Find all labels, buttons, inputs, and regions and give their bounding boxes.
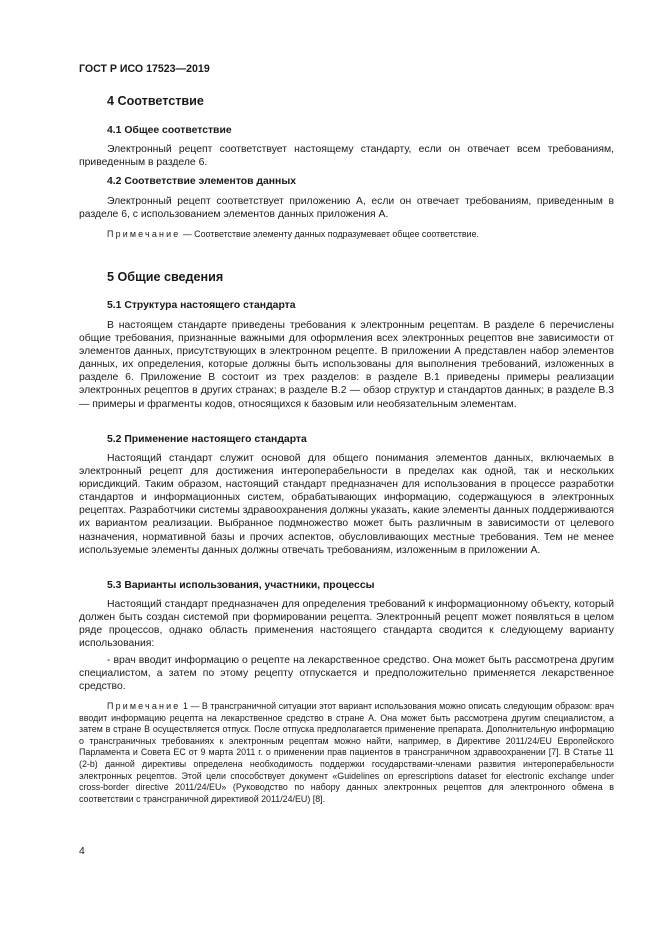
- section-5-2-heading: 5.2 Применение настоящего стандарта: [107, 434, 307, 445]
- section-4-2-heading: 4.2 Соответствие элементов данных: [107, 176, 296, 187]
- note-text: — Соответствие элементу данных подразумевает общее соответствие.: [180, 229, 479, 239]
- page-number: 4: [79, 846, 85, 857]
- section-5-1-heading: 5.1 Структура настоящего стандарта: [107, 300, 296, 311]
- note-label: Примечание: [107, 229, 181, 239]
- section-4-2-paragraph: Электронный рецепт соответствует приложению А, если он отвечает требованиям, приведенным в разделе 6, с использованием элементов данных приложения А.: [79, 196, 614, 221]
- section-4-2-note: [79, 229, 614, 241]
- section-5-2-paragraph: Настоящий стандарт служит основой для общего понимания элементов данных, включаемых в электронный рецепт для достижения интероперабельности в пределах как одной, так и нескольких юрисдикций. Таким образом, настоящий стандарт предназначен для использования в процессе разработки стандартов и информационных систем, обрабатывающих информацию, содержащуюся в электронных рецептах. Разработчики системы здравоохранения должны указать, какие элементы данных поддерживаются их вариантом реализации. Выбранное подмножество может быть различным в зависимости от целевого назначения, нормативной базы и прочих аспектов, обусловливающих местные требования. Тем не менее используемые элементы данных должны отвечать требованиям, изложенным в приложении А.: [79, 453, 614, 556]
- section-5-heading: 5 Общие сведения: [107, 270, 224, 284]
- document-code-header: ГОСТ Р ИСО 17523—2019: [79, 63, 210, 75]
- note-label: Примечание: [107, 701, 181, 711]
- section-4-1-heading: 4.1 Общее соответствие: [107, 125, 232, 136]
- section-5-3-bullet: - врач вводит информацию о рецепте на лекарственное средство. Она может быть рассмотрена другим специалистом, а затем по этому рецепту отпускается и предположительно применяется лекарственное средство.: [79, 655, 614, 693]
- section-5-1-paragraph: В настоящем стандарте приведены требования к электронным рецептам. В разделе 6 перечислены общие требования, признанные важными для оформления всех электронных рецептов вне зависимости от элементов данных, присутствующих в электронном рецепте. В приложении А представлен набор элементов данных, их определения, которые должны быть использованы для выполнения требований, изложенных в разделе 6. Приложение В состоит из трех разделов: в разделе В.1 приведены примеры реализации электронных рецептов в других странах; в разделе В.2 — обзор структур и стандартов данных; в разделе В.3 — примеры и фрагменты кодов, относящихся к базовым или необязательным элементам.: [79, 320, 614, 410]
- section-5-3-heading: 5.3 Варианты использования, участники, процессы: [107, 580, 375, 591]
- section-5-3-note: [79, 701, 614, 805]
- section-4-1-paragraph: Электронный рецепт соответствует настоящему стандарту, если он отвечает всем требованиям, приведенным в разделе 6.: [79, 144, 614, 169]
- note-text: 1 — В трансграничной ситуации этот вариант использования можно описать следующим образом: врач вводит информацию рецепта на лекарственное средство в стране А. Она может быть рассмотрена другим специалистом, а затем в стране В осуществляется отпуск. После отпуска предполагается применение препарата. Дополнительную информацию о трансграничных требованиях к электронным рецептам можно найти, например, в Директиве 2011/24/EU Европейского Парламента и Совета ЕС от 9 марта 2011 г. о применении прав пациентов в трансграничном здравоохранении [7]. В Статье 11 (2-b) данной директивы определена необходимость поддержки государствами-членами развития интероперабельности электронных рецептов. Этой цели способствует документ «Guidelines on eprescriptions dataset for electronic exchange under cross-border directive 2011/24/EU» (Руководство по набору данных электронных рецептов для электронного обмена в соответствии с трансграничной директивой 2011/24/EU) [8].: [79, 701, 614, 804]
- section-4-heading: 4 Соответствие: [107, 94, 204, 108]
- section-5-3-paragraph: Настоящий стандарт предназначен для определения требований к информационному объекту, который должен быть создан системой при формировании рецепта. Электронный рецепт может появляться в целом ряде процессов, однако область применения настоящего стандарта сводится к следующему варианту использования:: [79, 599, 614, 650]
